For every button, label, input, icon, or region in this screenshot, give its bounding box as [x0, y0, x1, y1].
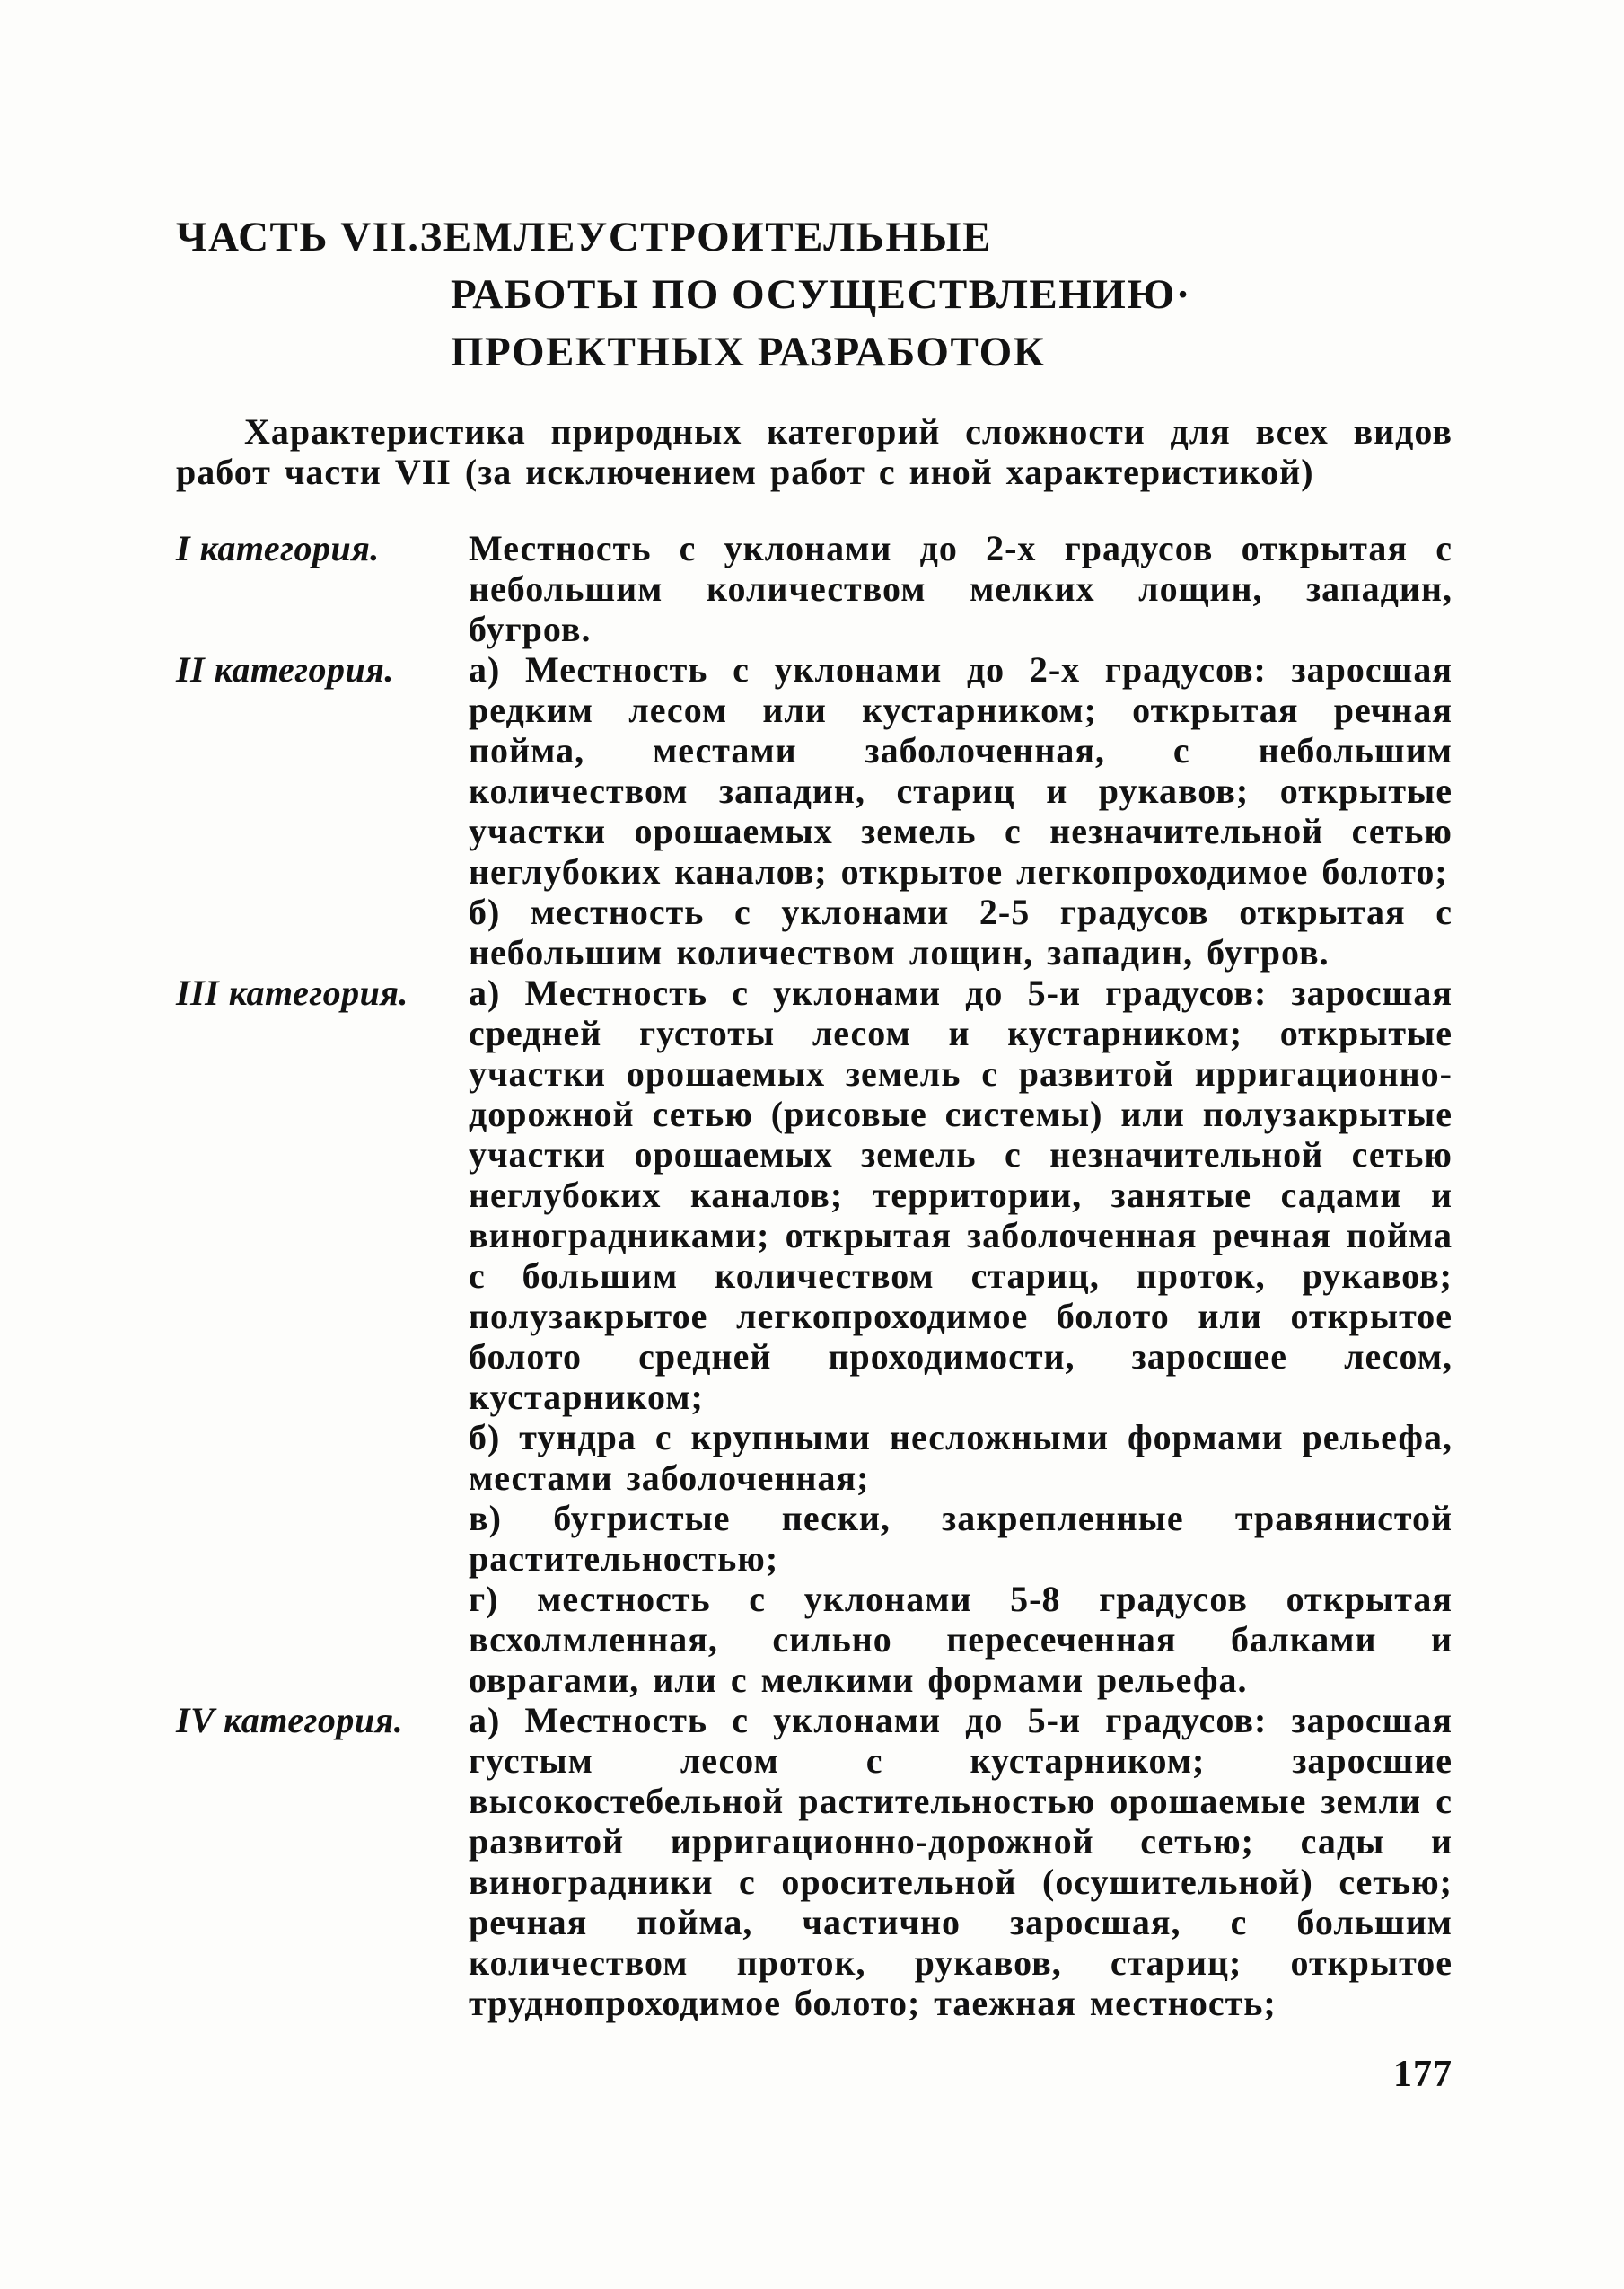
category-row-2 — [176, 649, 1453, 973]
page-number: 177 — [1393, 2054, 1453, 2095]
category-body — [469, 1700, 1453, 2023]
category-label: II категория. — [176, 649, 394, 690]
chapter-title-line-1: ЧАСТЬ VII.ЗЕМЛЕУСТРОИТЕЛЬНЫЕ — [176, 214, 992, 260]
category-paragraph: в) бугристые пески, закрепленные травянистой растительностью; — [469, 1498, 1453, 1579]
category-paragraph: Местность с уклонами до 2-х градусов открытая с небольшим количеством мелких лощин, западин, бугров. — [469, 528, 1453, 649]
category-paragraph: г) местность с уклонами 5-8 градусов открытая всхолмленная, сильно пересеченная балками и оврагами, или с мелкими формами рельефа. — [469, 1579, 1453, 1700]
category-body — [469, 973, 1453, 1700]
category-paragraph: б) местность с уклонами 2-5 градусов открытая с небольшим количеством лощин, западин, бугров. — [469, 892, 1453, 973]
category-label: III категория. — [176, 973, 408, 1013]
page-content — [176, 208, 1453, 2023]
category-body — [469, 528, 1453, 649]
category-paragraph: а) Местность с уклонами до 5-и градусов: заросшая густым лесом с кустарником; заросшие высокостебельной растительностью орошаемые земли с развитой ирригационно-дорожной сетью; сады и виноградники с оросительной (осушительной) сетью; речная пойма, частично заросшая, с большим количеством проток, рукавов, стариц; открытое труднопроходимое болото; таежная местность; — [469, 1700, 1453, 2023]
category-label: I категория. — [176, 528, 380, 568]
category-label: IV категория. — [176, 1700, 404, 1740]
chapter-title-line-3: ПРОЕКТНЫХ РАЗРАБОТОК — [451, 329, 1046, 375]
category-paragraph: а) Местность с уклонами до 2-х градусов: заросшая редким лесом или кустарником; открытая речная пойма, местами заболоченная, с небольшим количеством западин, стариц и рукавов; открытые участки орошаемых земель с незначительной сетью неглубоких каналов; открытое легкопроходимое болото; — [469, 649, 1453, 892]
category-row-4 — [176, 1700, 1453, 2023]
chapter-title-line-2: РАБОТЫ ПО ОСУЩЕСТВЛЕНИЮ· — [451, 271, 1191, 318]
chapter-title — [176, 208, 1453, 381]
intro-paragraph: Характеристика природных категорий сложности для всех видов работ части VII (за исключением работ с иной характеристикой) — [176, 411, 1453, 492]
category-row-3 — [176, 973, 1453, 1700]
category-list — [176, 528, 1453, 2023]
category-body — [469, 649, 1453, 973]
category-row-1 — [176, 528, 1453, 649]
category-paragraph: а) Местность с уклонами до 5-и градусов: заросшая средней густоты лесом и кустарником; открытые участки орошаемых земель с развитой ирригационно-дорожной сетью (рисовые системы) или полузакрытые участки орошаемых земель с незначительной сетью неглубоких каналов; территории, занятые садами и виноградниками; открытая заболоченная речная пойма с большим количеством стариц, проток, рукавов; полузакрытое легкопроходимое болото или открытое болото средней проходимости, заросшее лесом, кустарником; — [469, 973, 1453, 1417]
category-paragraph: б) тундра с крупными несложными формами рельефа, местами заболоченная; — [469, 1417, 1453, 1498]
